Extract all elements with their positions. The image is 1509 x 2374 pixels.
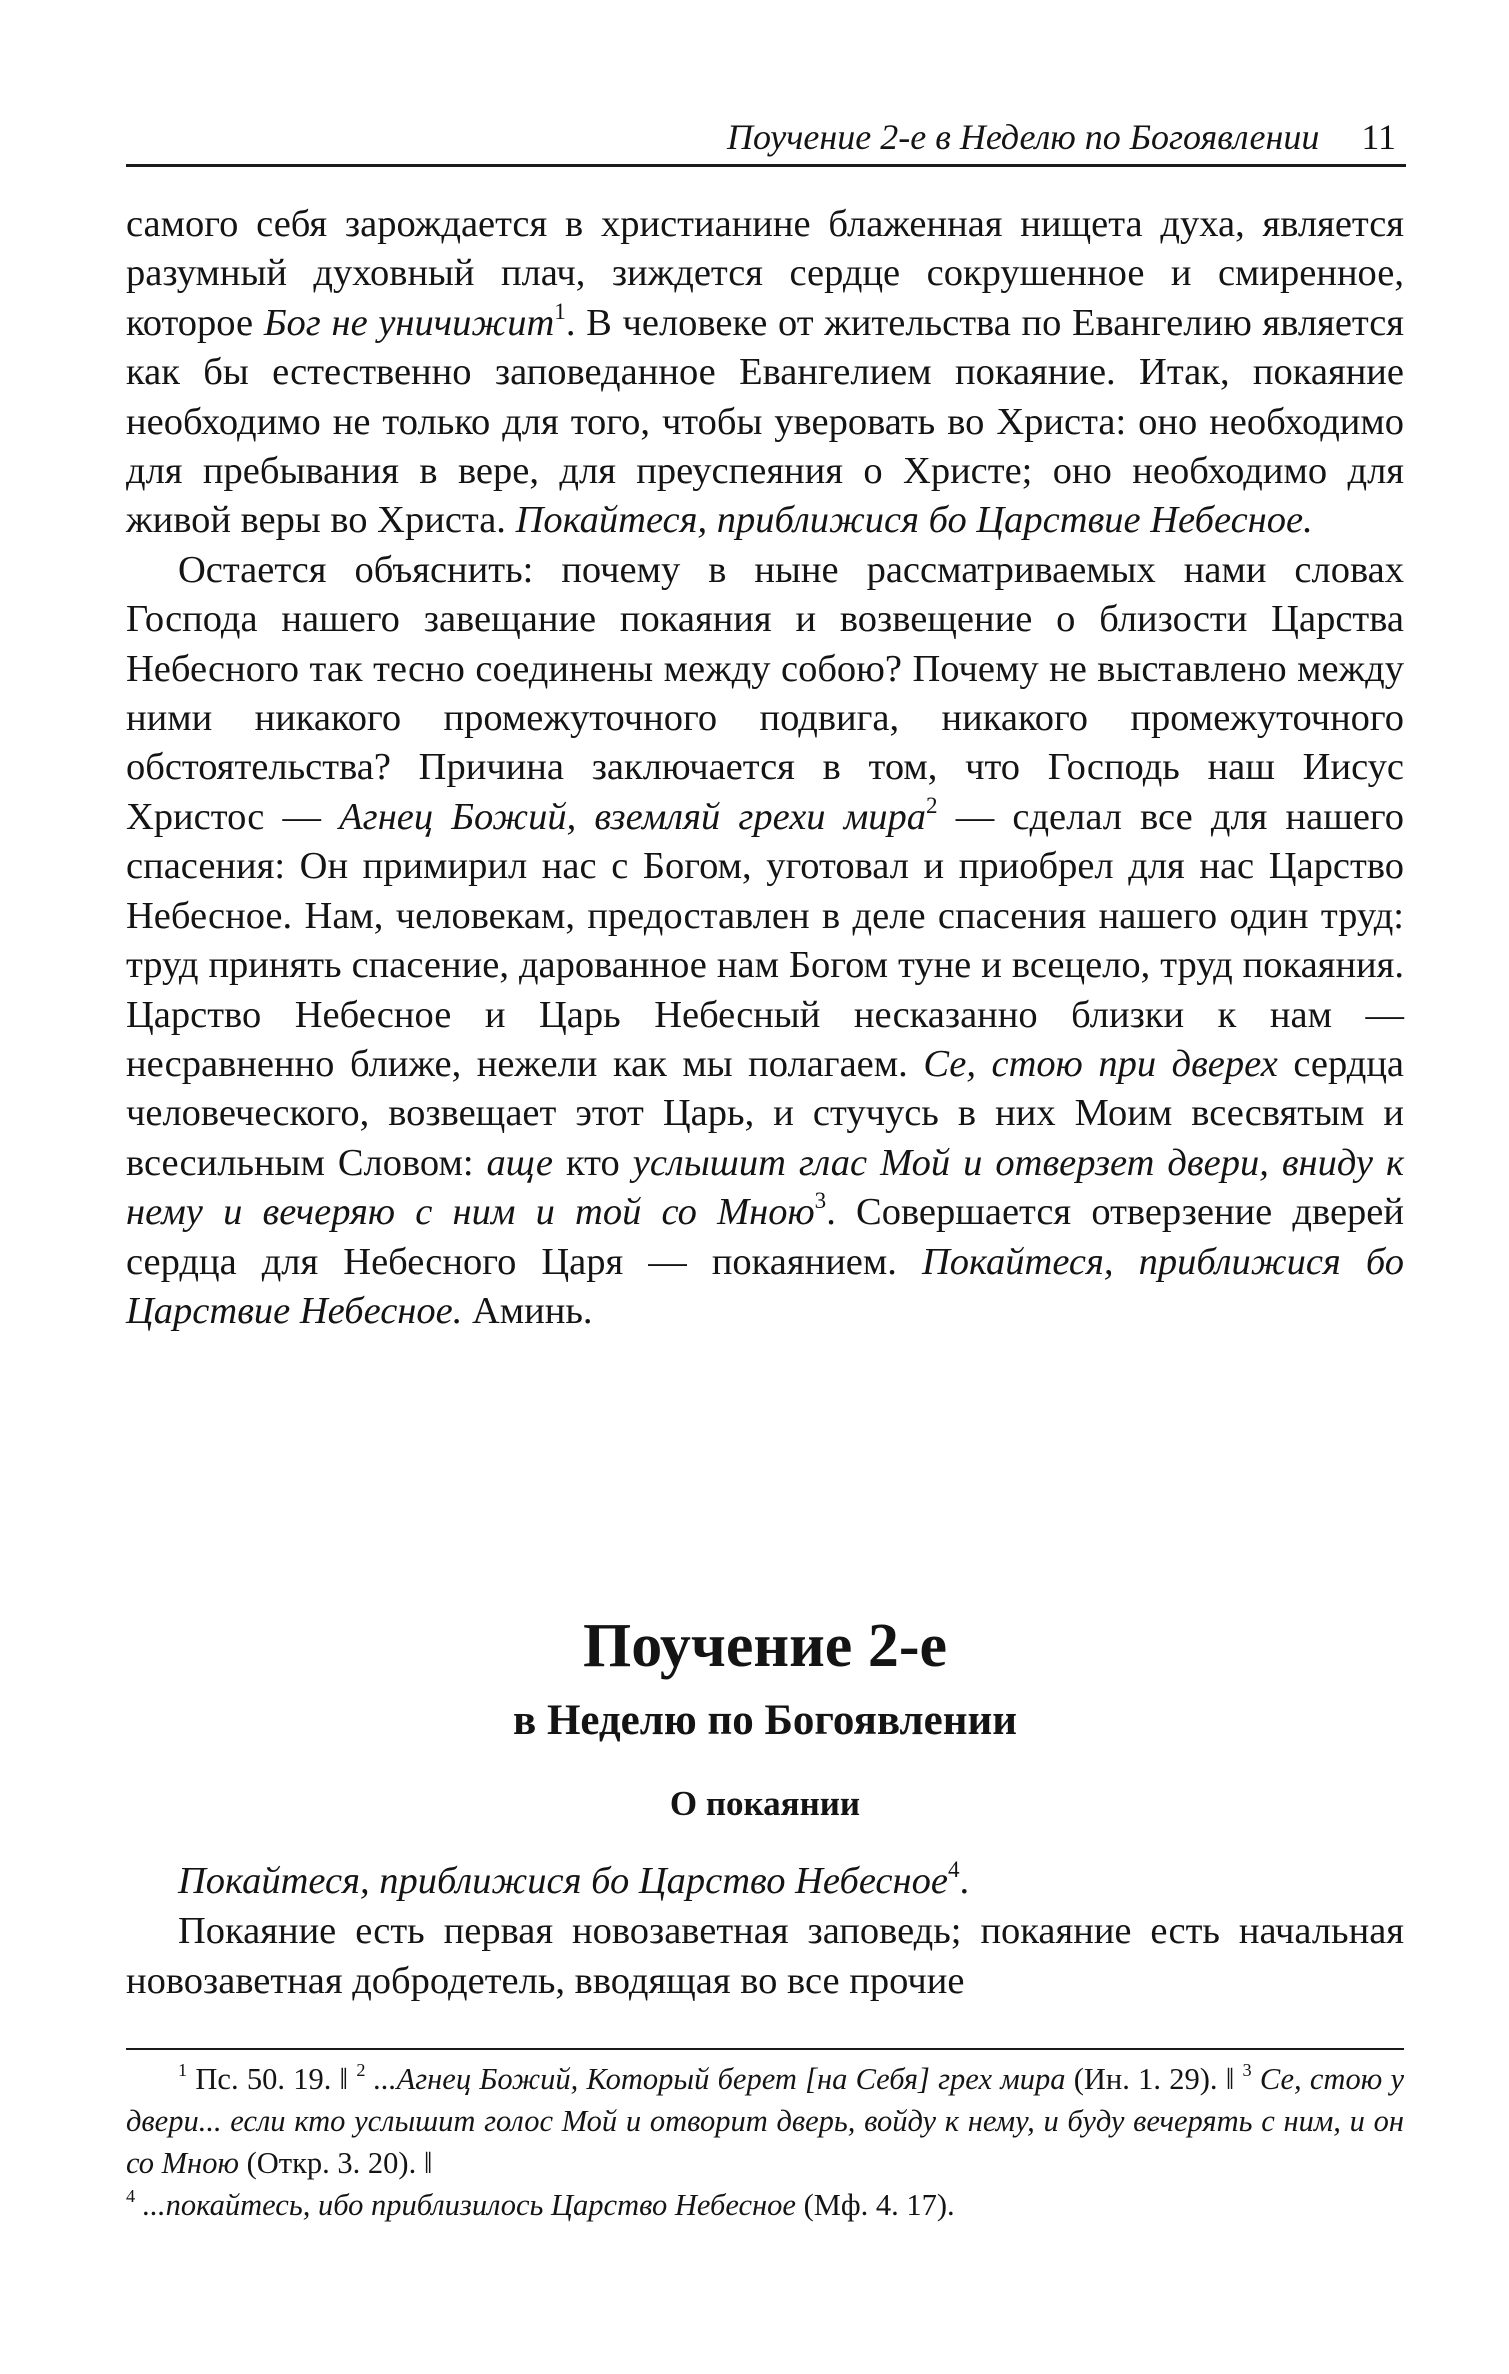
footnote-ref-1[interactable]: 1 <box>554 297 566 324</box>
footnote-ref-2[interactable]: 2 <box>926 791 938 818</box>
sermon-opening <box>126 1856 1404 2006</box>
footnote-marker-3: 3 <box>1242 2060 1252 2081</box>
paragraph-continuation <box>126 200 1404 546</box>
main-text <box>126 200 1404 1336</box>
running-head <box>126 114 1406 167</box>
footnote-list <box>126 2058 1404 2226</box>
scripture-quote: Се, стою при дверех <box>923 1042 1278 1085</box>
text-run: самого себя зарождается в христианине блаженная нищета духа, является разумный духовный плач, зиждется сердце сокрушенное и смиренное, которое <box>126 203 1404 344</box>
footnote-text: (Откр. 3. 20). ‖ <box>238 2146 433 2180</box>
text-run: — сделал все для нашего спасения: Он примирил нас с Богом, уготовал и приобрел для нас Царство Небесное. Нам, человекам, предоставлен в деле спасения нашего один труд: труд принять спасение, дарованное нам Богом туне и всецело, труд покаяния. Царство Небесное и Царь Небесный несказанно близки к нам — несравненно ближе, нежели как мы полагаем. <box>126 795 1405 1085</box>
footnotes <box>126 2058 1404 2226</box>
text-run: кто <box>552 1141 633 1184</box>
scripture-quote: Бог не уничижит <box>263 301 555 344</box>
scripture-quote: Покайтеся, приближися бо Царствие Небесное. <box>515 499 1313 542</box>
text-run: . Совершается отверзение дверей сердца для Небесного Царя — покаянием. <box>126 1191 1405 1283</box>
sermon-title: Поучение 2-е <box>583 1612 947 1680</box>
footnote-marker-2: 2 <box>356 2060 366 2081</box>
text-run: сердца человеческого, возвещает этот Царь, и стучусь в них Моим всесвятым и всесильным Словом: <box>126 1042 1405 1184</box>
footnote-text: (Мф. 4. 17). <box>795 2188 955 2222</box>
scripture-quote: Агнец Божий, вземляй грехи мира <box>339 795 927 838</box>
footnote-quote: ...Агнец Божий, Который берет [на Себя] грех мира <box>365 2062 1066 2096</box>
opening-paragraph: Покаяние есть первая новозаветная заповедь; покаяние есть начальная новозаветная добродетель, вводящая во все прочие <box>126 1910 1404 2002</box>
text-run: Остается объяснить: почему в ныне рассматриваемых нами словах Господа нашего завещание покаяния и возвещение о близости Царства Небесного так тесно соединены между собою? Почему не выставлено между ними никакого промежуточного подвига, никакого промежуточного обстоятельства? Причина заключается в том, что Господь наш Иисус Христос — <box>126 548 1404 838</box>
epigraph-text: Покайтеся, приближися бо Царство Небесное <box>178 1860 948 1902</box>
footnote-quote: ...покайтесь, ибо приблизилось Царство Небесное <box>135 2188 796 2222</box>
footnote-text: Пс. 50. 19. ‖ <box>187 2062 357 2096</box>
scripture-quote: Покайтеся, приближися бо Царствие Небесное. <box>126 1240 1404 1332</box>
sermon-topic: О покаянии <box>669 1784 861 1823</box>
footnote-ref-4[interactable]: 4 <box>947 1855 960 1882</box>
text-run: . В человеке от жительства по Евангелию является как бы естественно заповеданное Евангелием покаяние. Итак, покаяние необходимо не только для того, чтобы уверовать во Христа: оно необходимо для пребывания в вере, для преуспеяния о Христе; оно необходимо для живой веры во Христа. <box>126 301 1405 542</box>
footnote-text: (Ин. 1. 29). ‖ <box>1065 2062 1243 2096</box>
paragraph <box>126 546 1404 1337</box>
running-head-title: Поучение 2-е в Неделю по Богоявлении <box>726 117 1320 157</box>
page-number: 11 <box>1361 117 1396 157</box>
footnote-divider <box>126 2048 1404 2050</box>
scripture-quote: услышит глас Мой и отверзет двери, вниду к нему и вечеряю с ним и той со Мною <box>126 1141 1404 1234</box>
epigraph <box>126 1856 1404 1906</box>
sermon-subtitle: в Неделю по Богоявлении <box>512 1697 1018 1744</box>
footnote-quote: Се, стою у двери... если кто услышит голос Мой и отворит дверь, войду к нему, и буду вечерять с ним, и он со Мною <box>126 2062 1404 2180</box>
footnote-marker-4: 4 <box>126 2186 136 2207</box>
footnote-marker-1: 1 <box>178 2060 188 2081</box>
text-run: . <box>959 1860 970 1902</box>
scripture-quote: аще <box>486 1141 553 1184</box>
footnote-ref-3[interactable]: 3 <box>814 1186 827 1213</box>
text-run: Аминь. <box>462 1289 593 1332</box>
